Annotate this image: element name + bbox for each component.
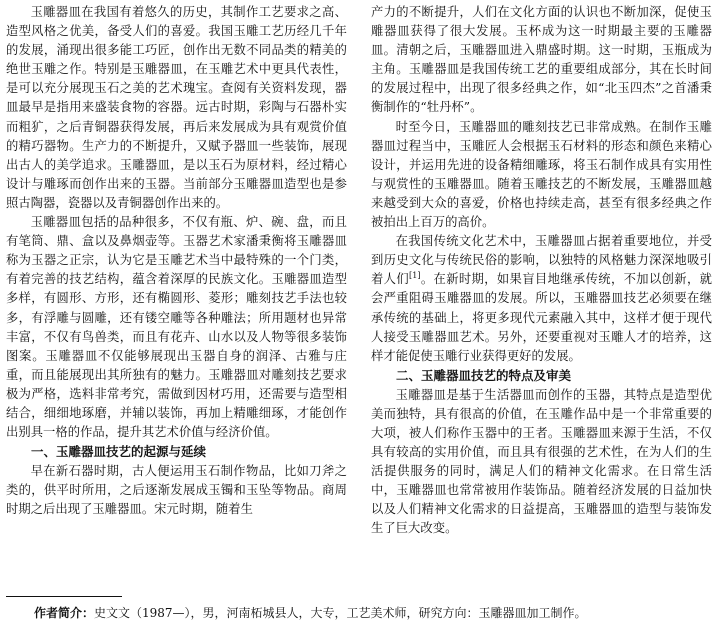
intro-paragraph-1: 玉雕器皿在我国有着悠久的历史，其制作工艺要求之高、造型风格之优美，备受人们的喜爱。我国玉雕工艺历经几千年的发展，涌现出很多能工巧匠，创作出无数不同品类的精美的绝世玉雕之作。特别是玉雕器皿，在玉雕艺术中更具代表性，是可以充分展现玉石之美的艺术瑰宝。查阅有关资料发现，器皿最早是指用来盛装食物的容器。远古时期，彩陶与石器朴实而粗犷，之后青铜器获得发展，再后来发展成为具有观赏价值的精巧器物。生产力的不断提升，又赋予器皿一些装饰，展现出古人的美学追求。玉雕器皿，是以玉石为原材料，经过精心设计与雕琢而创作出来的玉器。当前部分玉雕器皿造型也是参照古陶器，瓷器以及青铜器创作出来的。 <box>6 5 347 210</box>
section1-paragraph-1-continued: 产力的不断提升，人们在文化方面的认识也不断加深，促使玉雕器皿获得了很大发展。玉杯成为这一时期最主要的玉雕器皿。清朝之后，玉雕器皿进入鼎盛时期。这一时期，玉瓶成为主角。玉雕器皿是我国传统工艺的重要组成部分，其在长时间的发展过程中，出现了很多经典之作，如“北玉四杰”之首潘秉衡制作的“牡丹杯”。 <box>371 5 712 115</box>
paragraph-text-part-a: 在我国传统文化艺术中，玉雕器皿占据着重要地位，并受到历史文化与传统民俗的影响，以独特的风格魅力深深地吸引着人们 <box>371 234 712 287</box>
author-bio-footnote <box>34 604 587 622</box>
section-heading-1: 一、玉雕器皿技艺的起源与延续 <box>31 444 207 460</box>
left-column <box>6 3 347 519</box>
section1-paragraph-1: 早在新石器时期，古人便运用玉石制作物品，比如刀斧之类的，供平时所用，之后逐渐发展成玉镯和玉坠等物品。商周时期之后出现了玉雕器皿。宋元时期，随着生 <box>6 464 347 517</box>
footnote-divider <box>6 596 122 597</box>
section1-paragraph-3 <box>371 232 712 366</box>
section1-paragraph-2: 时至今日，玉雕器皿的雕刻技艺已非常成熟。在制作玉雕器皿过程当中，玉雕匠人会根据玉石材料的形态和颜色来精心设计，并运用先进的设备精细雕琢，将玉石制作成具有实用性与观赏性的玉雕器皿。随着玉雕技艺的不断发展，玉雕器皿越来越受到大众的喜爱，价格也持续走高，甚至有很多经典之作被拍出上百万的高价。 <box>371 119 712 230</box>
paragraph-text-part-b: 。在新时期，如果盲目地继承传统，不加以创新，就会严重阻碍玉雕器皿的发展。所以，玉雕器皿技艺必须要在继承传统的基础上，将更多现代元素融入其中，这样才便于现代人接受玉雕器皿艺术。另外，还要重视对玉雕人才的培养，这样才能促使玉雕行业获得更好的发展。 <box>371 272 712 363</box>
author-bio-text: 史文文（1987—），男，河南柘城县人，大专，工艺美术师，研究方向：玉雕器皿加工制作。 <box>94 606 587 620</box>
section-heading-2: 二、玉雕器皿技艺的特点及审美 <box>396 367 572 383</box>
citation-ref[interactable]: [1] <box>409 271 421 281</box>
section2-paragraph-1: 玉雕器皿是基于生活器皿而创作的玉器，其特点是造型优美而独特，具有很高的价值，在玉雕作品中是一个非常重要的大项，被人们称作玉器中的王者。玉雕器皿来源于生活，不仅具有较高的实用价值，而且具有很强的艺术性，在为人们的生活提供服务的同时，满足人们的精神文化需求。在日常生活中，玉雕器皿也常常被用作装饰品。随着经济发展的日益加快以及人们精神文化需求的日益提高，玉雕器皿的造型与装饰发生了巨大改变。 <box>371 387 712 536</box>
author-bio-label: 作者简介： <box>34 606 95 620</box>
right-column <box>371 3 712 539</box>
intro-paragraph-2: 玉雕器皿包括的品种很多，不仅有瓶、炉、碗、盘，而且有笔筒、鼎、盒以及鼻烟壶等。玉器艺术家潘秉衡将玉雕器皿称为玉器之正宗，认为它是玉雕艺术当中最特殊的一个门类，有着完善的技艺结构，蕴含着深厚的民族文化。玉雕器皿造型多样，有圆形、方形，还有椭圆形、菱形；雕刻技艺手法也较多，有浮雕与圆雕，还有镂空雕等各种雕法；所用题材也异常丰富，不仅有鸟兽类，而且有花卉、山水以及人物等很多装饰图案。玉雕器皿不仅能够展现出玉器自身的润泽、古雅与庄重，而且能展现出其所独有的魅力。玉雕器皿对雕刻技艺要求极为严格，选料非常考究，需做到因材巧用，还需要与造型相结合，细细地琢磨，并辅以装饰，再加上精雕细琢，才能创作出别具一格的作品，提升其艺术价值与经济价值。 <box>6 215 347 440</box>
